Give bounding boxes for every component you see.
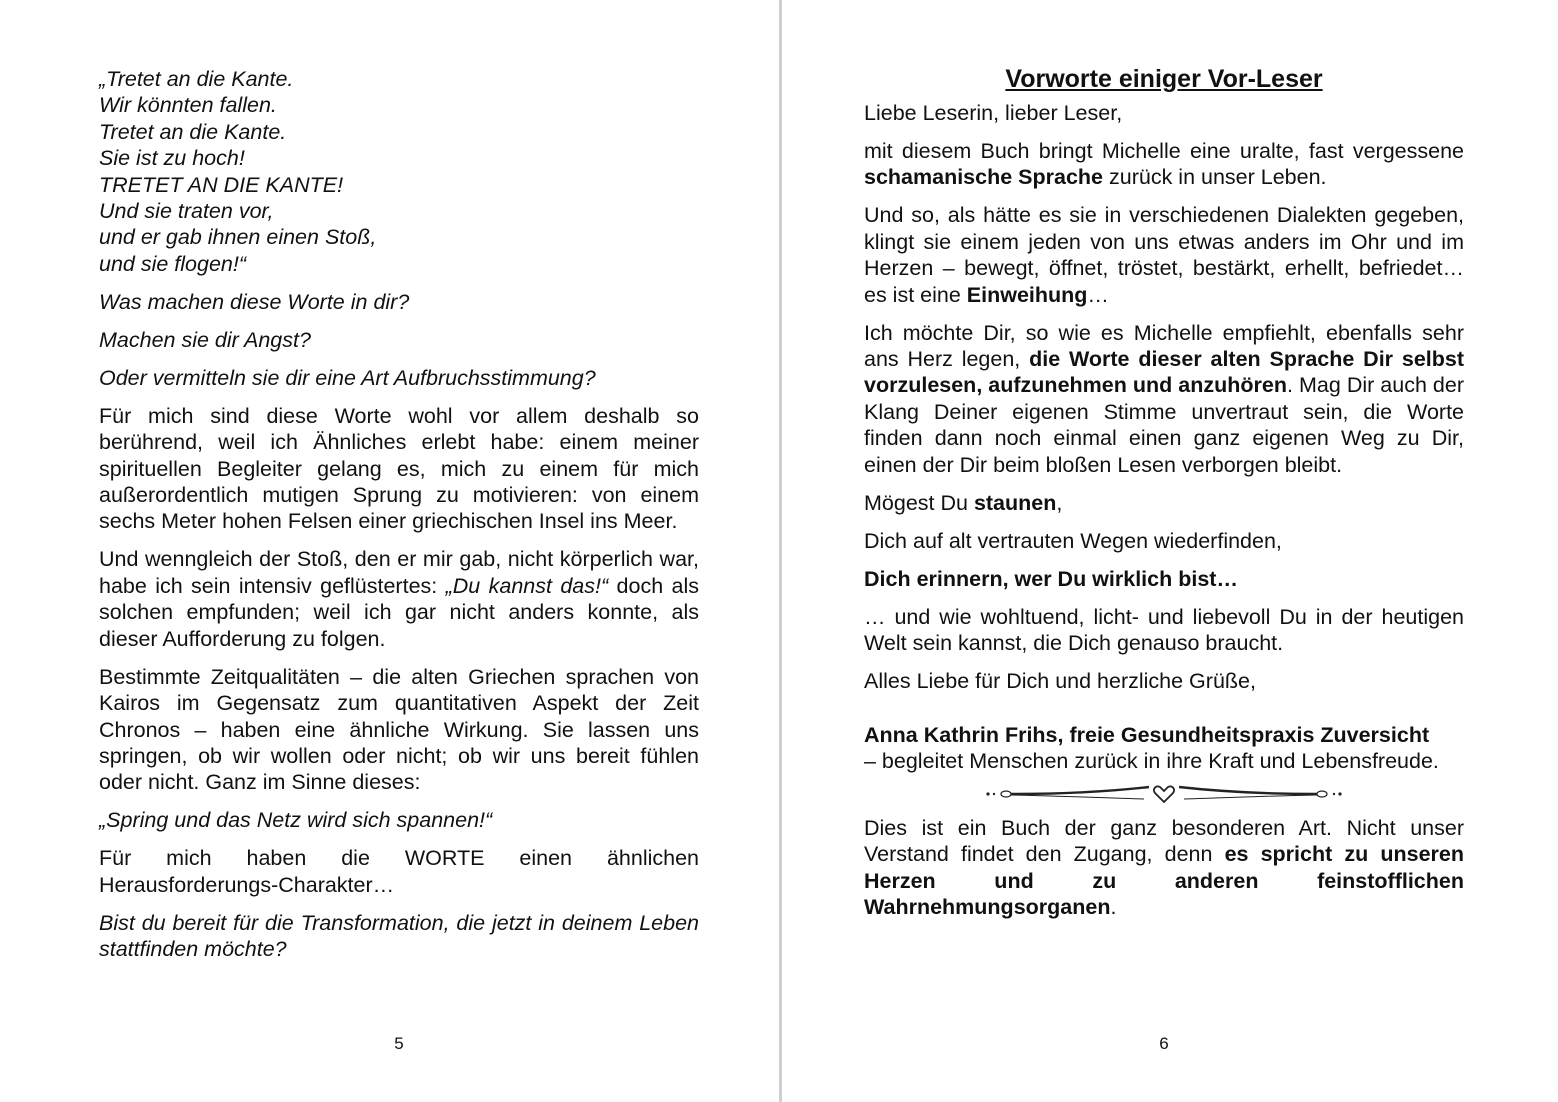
paragraph: … und wie wohltuend, licht- und liebevoll Du in der heutigen Welt sein kannst, die Dich genauso braucht. — [864, 604, 1464, 656]
text-span: mit diesem Buch bringt Michelle eine uralte, fast vergessene — [864, 139, 1464, 163]
verse-line: TRETET AN DIE KANTE! — [99, 172, 344, 197]
text-span: Mögest Du — [864, 490, 974, 515]
page-title: Vorworte einiger Vor-Leser — [1005, 65, 1323, 93]
text-span: Dies ist ein Buch der ganz besonderen Art. Nicht unser Verstand findet den Zugang, denn — [864, 815, 1464, 867]
text-span: , — [1056, 490, 1063, 515]
verse-line: Wir könnten fallen. — [99, 93, 277, 118]
text-span: zurück in unser Leben. — [1103, 165, 1327, 190]
opening-verse — [99, 66, 699, 277]
verse-line: Sie ist zu hoch! — [99, 146, 245, 171]
heart-flourish-divider-icon — [984, 783, 1344, 805]
text-span: . — [1110, 895, 1117, 920]
paragraph: Für mich haben die WORTE einen ähnlichen Herausforderungs-Charakter… — [99, 846, 699, 897]
bold-span: schamanische Sprache — [864, 165, 1104, 190]
question-3: Oder vermitteln sie dir eine Art Aufbruchsstimmung? — [99, 365, 596, 390]
right-page-text — [864, 64, 1464, 932]
paragraph: Bestimmte Zeitqualitäten – die alten Griechen sprachen von Kairos im Gegensatz zum quantitativen Aspekt der Zeit Chronos – haben eine ähnliche Wirkung. Sie lassen uns springen, ob wir wollen oder nicht; ob wir uns bereit fühlen oder nicht. Ganz im Sinne dieses: — [99, 664, 699, 795]
bold-span: Dich erinnern, wer Du wirklich bist… — [864, 566, 1238, 591]
text-span: Ich möchte Dir, so wie es Michelle empfiehlt, ebenfalls sehr ans Herz legen, — [864, 320, 1464, 372]
question-2: Machen sie dir Angst? — [99, 327, 311, 352]
text-span: Und so, als hätte es sie in verschiedenen Dialekten gegeben, klingt sie einem jeden von uns etwas anders im Ohr und im Herzen – bewegt, öffnet, tröstet, bestärkt, erhellt, befriedet… es ist eine — [864, 203, 1464, 307]
verse-line: und sie flogen!“ — [99, 251, 247, 276]
signature-name: Anna Kathrin Frihs, freie Gesundheitspraxis Zuversicht — [864, 723, 1430, 748]
paragraph — [99, 546, 699, 652]
text-span: Und wenngleich der Stoß, den er mir gab, nicht körperlich war, habe ich sein intensiv geflüstertes: — [99, 547, 699, 598]
paragraph — [864, 566, 1464, 592]
closing-question: Bist du bereit für die Transformation, die jetzt in deinem Leben stattfinden möchte? — [99, 910, 699, 962]
quote-span: „Du kannst das!“ — [445, 573, 609, 598]
paragraph — [864, 202, 1464, 308]
bold-span: die Worte dieser alten Sprache Dir selbst vorzulesen, aufzunehmen und anzuhören — [864, 347, 1464, 398]
right-page — [782, 0, 1558, 1102]
spacer — [864, 706, 1464, 722]
page-number: 5 — [394, 1034, 404, 1053]
paragraph: Für mich sind diese Worte wohl vor allem deshalb so berührend, weil ich Ähnliches erlebt habe: einem meiner spirituellen Begleiter gelang es, mich zu einem für mich außerordentlich mutigen Sprung zu motivieren: von einem sechs Meter hohen Felsen einer griechischen Insel ins Meer. — [99, 403, 699, 534]
bold-span: staunen — [973, 490, 1057, 515]
text-span: … — [1087, 282, 1109, 307]
text-span: . Mag Dir auch der Klang Deiner eigenen Stimme unvertraut sein, die Worte finden dann noch einmal einen ganz eigenen Weg zu Dir, einen der Dir beim bloßen Lesen verborgen bleibt. — [864, 373, 1465, 477]
text-span: doch als solchen empfunden; weil ich gar nicht anders konnte, als dieser Aufforderung zu folgen. — [99, 573, 700, 651]
page-number: 6 — [1159, 1034, 1169, 1053]
paragraph: Alles Liebe für Dich und herzliche Grüße, — [864, 669, 1256, 694]
verse-line: „Tretet an die Kante. — [99, 67, 294, 91]
left-page-text — [99, 66, 699, 974]
paragraph — [864, 490, 1464, 516]
paragraph — [864, 815, 1464, 921]
greeting: Liebe Leserin, lieber Leser, — [864, 101, 1123, 125]
bold-span: es spricht zu unseren Herzen und zu anderen feinstofflichen Wahrnehmungsorganen — [864, 842, 1464, 920]
bold-span: Einweihung — [966, 282, 1088, 307]
signature-description: – begleitet Menschen zurück in ihre Kraft und Lebensfreude. — [864, 749, 1439, 774]
question-1: Was machen diese Worte in dir? — [99, 289, 410, 314]
verse-line: Tretet an die Kante. — [99, 119, 287, 144]
paragraph — [864, 320, 1464, 478]
verse-line: und er gab ihnen einen Stoß, — [99, 225, 377, 250]
signature — [864, 722, 1464, 775]
verse-line: Und sie traten vor, — [99, 199, 274, 224]
paragraph: Dich auf alt vertrauten Wegen wiederfinden, — [864, 528, 1282, 553]
paragraph — [864, 138, 1464, 191]
quote-paragraph: „Spring und das Netz wird sich spannen!“ — [99, 808, 493, 833]
